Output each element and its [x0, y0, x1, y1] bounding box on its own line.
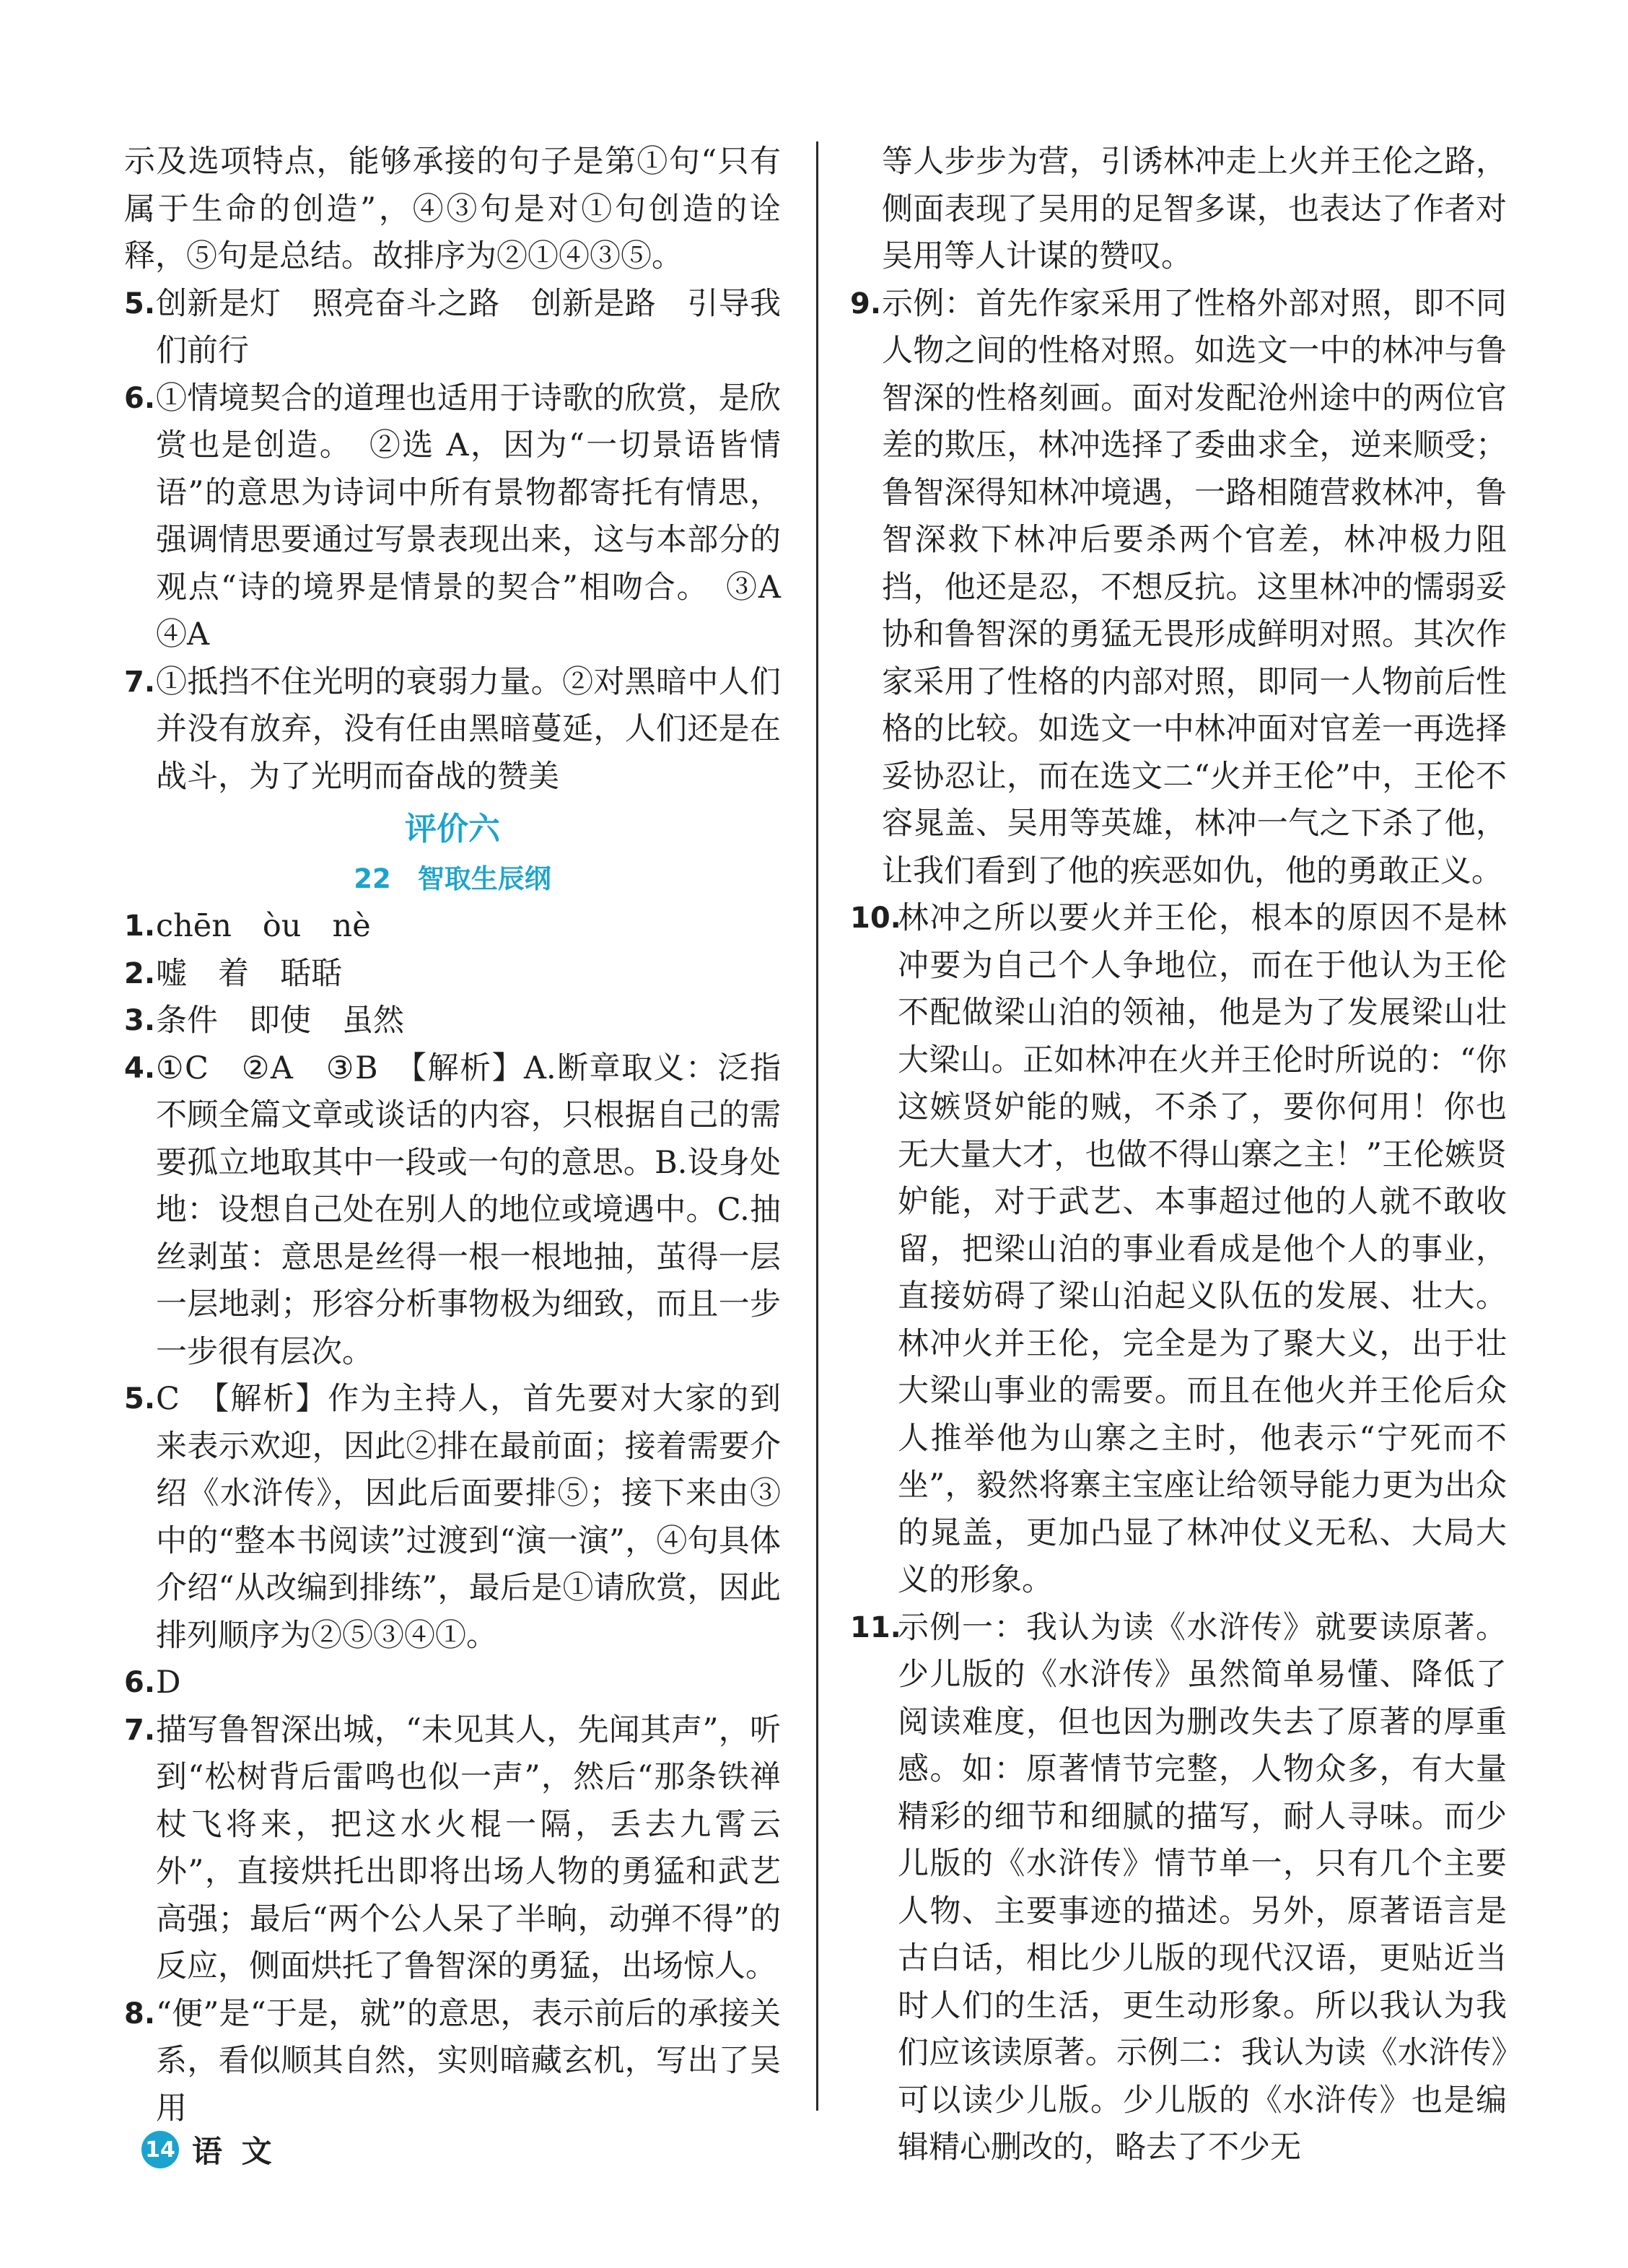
item-text: 描写鲁智深出城，“未见其人，先闻其声”，听到“松树背后雷鸣也似一声”，然后“那条铁禅杖飞将来，把这水火棍一隔，丢去九霄云外”，直接烘托出即将出场人物的勇猛和武艺高强；最后“两个公人呆了半晌，动弹不得”的反应，侧面烘托了鲁智深的勇猛，出场惊人。	[156, 1711, 781, 1984]
item-text: “便”是“于是，就”的意思，表示前后的承接关系，看似顺其自然，实则暗藏玄机，写出了吴用	[156, 1995, 781, 2127]
item-text: 示例：首先作家采用了性格外部对照，即不同人物之间的性格对照。如选文一中的林冲与鲁智深的性格刻画。面对发配沧州途中的两位官差的欺压，林冲选择了委曲求全，逆来顺受；鲁智深得知林冲境遇，一路相随营救林冲，鲁智深救下林冲后要杀两个官差，林冲极力阻挡，他还是忍，不想反抗。这里林冲的懦弱妥协和鲁智深的勇猛无畏形成鲜明对照。其次作家采用了性格的内部对照，即同一人物前后性格的比较。如选文一中林冲面对官差一再选择妥协忍让，而在选文二“火并王伦”中，王伦不容晁盖、吴用等英雄，林冲一气之下杀了他，让我们看到了他的疾恶如仇，他的勇敢正义。	[882, 285, 1507, 889]
item-text: 创新是灯 照亮奋斗之路 创新是路 引导我们前行	[156, 285, 781, 369]
item-number: 1.	[124, 910, 156, 943]
item-text: chēn òu nè	[156, 908, 371, 944]
item-number: 4.	[124, 1051, 156, 1085]
item-number: 7.	[124, 665, 156, 699]
section-title: 评价六	[405, 811, 500, 847]
item-text: 嘘 着 聒聒	[156, 955, 342, 992]
item-text: ①抵挡不住光明的衰弱力量。②对黑暗中人们并没有放弃，没有任由黑暗蔓延，人们还是在战斗，为了光明而奋战的赞美	[156, 663, 781, 795]
right-column	[850, 139, 1507, 2172]
answer-item	[124, 951, 781, 998]
page-footer	[141, 2128, 276, 2171]
lesson-title: 22 智取生辰纲	[354, 863, 551, 894]
answer-item	[124, 375, 812, 659]
item-text: ①情境契合的道理也适用于诗歌的欣赏，是欣赏也是创造。 ②选 A，因为“一切景语皆情语”的意思为诗词中所有景物都寄托有情思，强调情思要通过写景表现出来，这与本部分的观点“诗的境界是情景的契合”相吻合。 ③A ④A	[156, 380, 812, 653]
answer-item	[124, 281, 781, 375]
item-number: 10.	[850, 902, 901, 935]
item-text: 示例一：我认为读《水浒传》就要读原著。少儿版的《水浒传》虽然简单易懂、降低了阅读难度，但也因为删改失去了原著的厚重感。如：原著情节完整，人物众多，有大量精彩的细节和细腻的描写，耐人寻味。而少儿版的《水浒传》情节单一，只有几个主要人物、主要事迹的描述。另外，原著语言是古白话，相比少儿版的现代汉语，更贴近当时人们的生活，更生动形象。所以我认为我们应该读原著。示例二：我认为读《水浒传》可以读少儿版。少儿版的《水浒传》也是编辑精心删改的，略去了不少无	[898, 1609, 1507, 2165]
answer-item	[124, 1991, 781, 2133]
left-intro-text: 示及选项特点，能够承接的句子是第①句“只有属于生命的创造”，④③句是对①句创造的诠释，⑤句是总结。故排序为②①④③⑤。	[124, 144, 781, 274]
item-number: 5.	[124, 287, 156, 320]
item-text: 林冲之所以要火并王伦，根本的原因不是林冲要为自己个人争地位，而在于他认为王伦不配做梁山泊的领袖，他是为了发展梁山壮大梁山。正如林冲在火并王伦时所说的：“你这嫉贤妒能的贼，不杀了，要你何用！你也无大量大才，也做不得山寨之主！”王伦嫉贤妒能，对于武艺、本事超过他的人就不敢收留，把梁山泊的事业看成是他个人的事业，直接妨碍了梁山泊起义队伍的发展、壮大。林冲火并王伦，完全是为了聚大义，出于壮大梁山事业的需要。而且在他火并王伦后众人推举他为山寨之主时，他表示“宁死而不坐”，毅然将寨主宝座让给领导能力更为出众的晁盖，更加凸显了林冲仗义无私、大局大义的形象。	[898, 900, 1507, 1598]
item-number: 9.	[850, 287, 882, 320]
answer-item	[124, 1045, 781, 1377]
item-number: 6.	[124, 1666, 156, 1699]
answer-item	[124, 998, 781, 1045]
answer-item	[124, 659, 781, 801]
page-number-badge: 14	[141, 2131, 179, 2168]
item-number: 8.	[124, 1997, 156, 2031]
answer-item	[124, 1376, 781, 1659]
item-number: 7.	[124, 1713, 156, 1747]
left-column	[124, 139, 812, 2132]
column-divider	[816, 141, 818, 2111]
item-number: 3.	[124, 1004, 156, 1037]
item-text: C 【解析】作为主持人，首先要对大家的到来表示欢迎，因此②排在最前面；接着需要介绍《水浒传》，因此后面要排⑤；接下来由③中的“整本书阅读”过渡到“演一演”，④句具体介绍“从改编到排练”，最后是①请欣赏，因此排列顺序为②⑤③④①。	[156, 1381, 781, 1654]
item-number: 2.	[124, 956, 156, 990]
answer-item	[124, 1659, 781, 1707]
answer-item	[124, 1707, 781, 1991]
answer-item	[124, 903, 781, 951]
item-number: 5.	[124, 1382, 156, 1416]
item-text: 条件 即使 虽然	[156, 1003, 404, 1039]
subject-label: 语 文	[192, 2134, 276, 2169]
answer-item	[850, 895, 1507, 1605]
item-text: ①C ②A ③B 【解析】A.断章取义：泛指不顾全篇文章或谈话的内容，只根据自己的需要孤立地取其中一段或一句的意思。B.设身处地：设想自己处在别人的地位或境遇中。C.抽丝剥茧：意思是丝得一根一根地抽，茧得一层一层地剥；形容分析事物极为细致，而且一步一步很有层次。	[156, 1050, 781, 1370]
right-continuation-text: 等人步步为营，引诱林冲走上火并王伦之路，侧面表现了吴用的足智多谋，也表达了作者对吴用等人计谋的赞叹。	[882, 144, 1507, 274]
answer-item	[850, 1605, 1507, 2172]
item-number: 11.	[850, 1610, 901, 1644]
item-text: D	[156, 1665, 181, 1701]
answer-item	[850, 281, 1507, 896]
item-number: 6.	[124, 381, 156, 415]
